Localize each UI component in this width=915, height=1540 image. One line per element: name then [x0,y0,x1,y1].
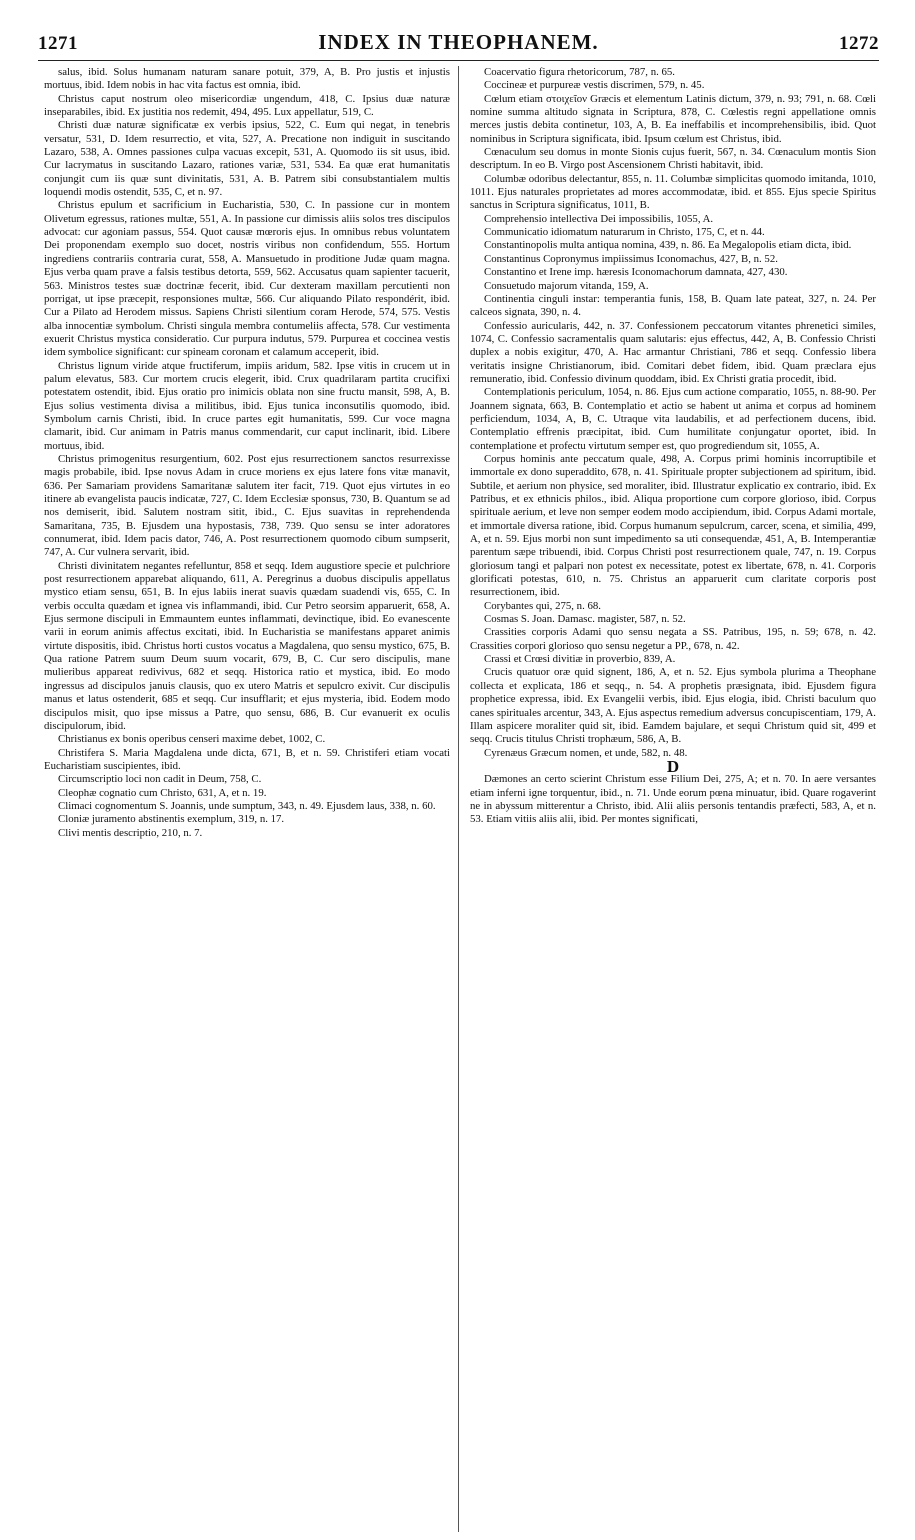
index-entry: Crucis quatuor oræ quid signent, 186, A, et n. 52. Ejus symbola plurima a Theophane collecta et explicata, 186 et seqq., n. 54. A prophetis præsignata, ibid. Ejusdem figura prophetice expressa, ibid. Ex Evangelii verbis, ibid. Ejus elogia, ibid. Christi baculum quo canes spirituales arcentur, 343, A. Ejus aspectus remedium adversus concupiscentiam, 179, A. Illam aspicere moraliter quid sit, ibid. Eamdem bajulare, et sequi Christum quid sit, 499 et seqq. Crucis titulus Christi trophæum, 586, A, B. [470,666,876,746]
index-entry: Circumscriptio loci non cadit in Deum, 758, C. [58,773,262,786]
index-entry: Cyrenæus Græcum nomen, et unde, 582, n. 48. [484,746,688,759]
left-column [44,66,450,1532]
header-rule [38,60,879,61]
left-page-number: 1271 [38,33,78,54]
index-entry: Coacervatio figura rhetoricorum, 787, n. 65. [484,66,675,78]
index-entry: Christifera S. Maria Magdalena unde dicta, 671, B, et n. 59. Christiferi etiam vocati Eucharistiam suscipientes, ibid. [44,746,450,772]
index-entry: Corybantes qui, 275, n. 68. [484,599,601,612]
index-entry: Crassi et Crœsi divitiæ in proverbio, 839, A. [484,653,676,666]
index-entry: Contemplationis periculum, 1054, n. 86. Ejus cum actione comparatio, 1055, n. 88-90. Per Joannem signata, 663, B. Contemplatio et actio se habent ut anima et corpus ad hominem perficiendum, 1034, A, B, C. Utraque vita laudabilis, et ad perfectionem ducens, ibid. Contemplatio effrenis præcipitat, ibid. Cum humilitate conjungatur oportet, ibid. In contemplatione et profectu virtutum semper est, quo progrediendum sit, 1055, A. [470,386,876,452]
index-entry: Climaci cognomentum S. Joannis, unde sumptum, 343, n. 49. Ejusdem laus, 338, n. 60. [58,799,436,812]
index-entry: Corpus hominis ante peccatum quale, 498, A. Corpus primi hominis incorruptibile et immortale ex dono superaddito, 678, n. 41. Spirituale propter subjectionem ad spiritum, ibid. Subtile, et aerium non physice, sed moraliter, ibid. Illustratur explicatio ex contrario, ibid. Ex Patribus, et ex ethnicis philos., ibid. Aliqua proportione cum corpore glorioso, ibid. Corpus spirituale aerium, et leve non semper eodem modo accipiendum, ibid. Corpus Adami mortale, et immortale diversa ratione, ibid. Corpus humanum sepulcrum, carcer, scena, et similia, 499, A, et n. 59. Ejus morbi non sunt impedimento sa uti consequendæ, 451, A, B. Intemperantiæ parentum sæpe tribuendi, ibid. Corpus Christi post resurrectionem quale, 747, n. 19. Corpus gloriosum tangi et palpari non potest ex necessitate, potest ex libertate, 678, n. 41. Corporis glorificati potestas, 610, n. 75. Christus an apparuerit cum claritate corporis post resurrectionem, ibid. [470,452,876,599]
index-entry: Clivi mentis descriptio, 210, n. 7. [58,826,203,839]
index-entry: Continentia cinguli instar: temperantia funis, 158, B. Quam late pateat, 327, n. 24. Per calceos signata, 390, n. 4. [470,292,876,319]
page-title: INDEX IN THEOPHANEM. [318,30,599,54]
index-entry: Christi divinitatem negantes refelluntur, 858 et seqq. Idem augustiore specie et pulchriore post resurrectionem apparebat aliquando, 611, A. Peregrinus a duobus discipulis appellatus mystico etiam sensu, 651, B. In ejus labiis inerat suavis quædam suadendi vis, 655, C. In verbis occulta quædam et ignea vis inflammandi, ibid. Cur Petro seorsim apparuerit, 658, A. Ejus sermone discipuli in Emmauntem euntes inflammati, devinctique, ibid. Eo evanescente varii in eorum animis affectus excitati, ibid. In Eucharistia se manifestans apparet animis virtute dispositis, ibid. Christus horti custos vocatus a Magdalena, quo sensu mystico, 675, B. Qua ratione Patrem suum Deum suum vocarit, 679, B, C. Cur sero discipulis, mane mulieribus appareat redivivus, 682 et seqq. Historica ratio et mystica, ibid. Eo modo ingressus ad discipulos januis clausis, quo ex utero Matris et sepulcro exivit. Cur discipulis manus et latus ostenderit, 685 et seqq. Cur insufflarit; et ejus mysteria, ibid. Eodem modo discipulos misit, quo ipse missus a Patre, quo sensu, 686, B. Cur evanuerit ex oculis discipulorum, ibid. [44,559,450,732]
index-entry: Comprehensio intellectiva Dei impossibilis, 1055, A. [484,212,714,225]
index-entry: Christianus ex bonis operibus censeri maxime debet, 1002, C. [58,733,326,746]
index-entry: Coccineæ et purpureæ vestis discrimen, 579, n. 45. [484,79,705,92]
index-entry: salus, ibid. Solus humanam naturam sanare potuit, 379, A, B. Pro justis et injustis mortuus, ibid. Idem nobis in hac vita factus est omnia, ibid. [44,66,450,92]
page-header [38,30,879,60]
index-entry: Cœlum etiam στοιχεῖον Græcis et elementum Latinis dictum, 379, n. 93; 791, n. 68. Cœli nomine summa altitudo signata in Scriptura, 878, C. Cœlestis regni appellatione omnis merces justis debita continetur, 103, A, B. Ea ineffabilis et incomprehensibilis, ibid. Quot nominibus in Scriptura significata, ibid. Ipsum cœlum est Christus, ibid. [470,92,876,145]
index-entry: Crassities corporis Adami quo sensu negata a SS. Patribus, 195, n. 59; 678, n. 42. Crassities corpori glorioso quo sensu negetur a PP., 678, n. 42. [470,626,876,652]
index-entry: Communicatio idiomatum naturarum in Christo, 175, C, et n. 44. [484,226,765,239]
index-entry: Christus lignum viride atque fructiferum, impiis aridum, 582. Ipse vitis in crucem ut in palum elevatus, 583. Cur mortem crucis elegerit, ibid. Crux quadrilaram partita crucifixi potestatem ostendit, ibid. Ejus oratio pro inimicis oblata non sine fructu mansit, 598, A, B. Ejus solius vestimenta divisa a militibus, ibid. Ejus tunica inconsutilis quomodo, ibid. Symbolum carnis Christi, ibid. In cruce partes egit humanitatis, 599. Cur voce magna clamarit, ibid. Cur animam in Patris manus commendarit, cur caput inclinarit, ibid. Libere mortuus, ibid. [44,359,450,452]
right-column [470,66,876,1532]
index-entry: Cosmas S. Joan. Damasc. magister, 587, n. 52. [484,613,686,626]
right-page-number: 1272 [838,33,879,54]
column-divider [458,66,459,1532]
index-entry: Confessio auricularis, 442, n. 37. Confessionem peccatorum vitantes phrenetici similes, 1074, C. Confessio sacramentalis quam salutaris: ejus effectus, 442, A, B. Confessio Christi duplex a nobis exigitur, 470, A. Hac armantur Christiani, 786 et seqq. Confessio libera veritatis insigne Christianorum, ibid. Comitari debet fidem, ibid. Quam præclara ejus remuneratio, ibid. Confessio divinum quoddam, ibid. Ex Christi gratia procedit, ibid. [470,319,876,385]
section-letter: D [666,756,680,776]
index-entry: Cœnaculum seu domus in monte Sionis cujus fuerit, 567, n. 34. Cœnaculum montis Sion descriptum. In eo B. Virgo post Ascensionem Christi habitavit, ibid. [470,146,876,172]
index-entry: Christus epulum et sacrificium in Eucharistia, 530, C. In passione cur in montem Olivetum egressus, rationes multæ, 551, A. In passione cur dimissis aliis solos tres discipulos advocat: cur agoniam passus, 554. Quot causæ mœroris ejus. In omnibus rebus voluntatem Dei proponendam exemplo suo docet, nostris viribus non confidendum, 555. Hortum ingrediens contrariis contraria curat, 558, A. Mansuetudo in proditione Judæ quam magna. Ejus verba quam prave a falsis testibus detorta, 559, 562. Accusatus quam sapienter tacuerit, 563. Ministros testes suæ doctrinæ fecerit, ibid. Cur dexteram maxillam percutienti non porrigat, ut ipse præcepit, responsiones multæ, 566. Cur aliquando Pilato respondérit, ibid. Cur a Pilato ad Herodem missus. Sapiens Christi silentium coram Herode, 574, 575. Vestis alba innocentiæ symbolum. Christi singula membra contumeliis affecta, 578. Cur vestimenta exuerit Christus mystica consideratio. Cur purpura indutus, 579. Purpurea et coccinea vestis idem symbolice significant: cur spineam coronam et calamum acceperit, ibid. [44,199,450,359]
index-entry: Christi duæ naturæ significatæ ex verbis ipsius, 522, C. Eum qui negat, in tenebris versatur, 531, D. Idem resurrectio, et vita, 527, A. Precatione non indiguit in suscitando Lazaro, 538, A. Omnes passiones culpa vacuas excepit, 531, A. Quomodo iis sit usus, ibid. Cur lacrymatus in suscitando Lazaro, rationes variæ, 531, 534. Ea quæ erat humanitatis conjungit cum iis quæ sunt divinitatis, 531, A. B. Patrem sibi consubstantialem multis loquendi modis ostendit, 535, C, et n. 97. [44,119,450,199]
index-entry: Cleophæ cognatio cum Christo, 631, A, et n. 19. [58,786,267,799]
index-entry: Christus primogenitus resurgentium, 602. Post ejus resurrectionem sanctos resurrexisse magis probabile, ibid. Ipse novus Adam in cruce moriens ex ejus latere fons vitæ manavit, 636. Per Samariam providens Samaritanæ salutem iter facit, 719. Quot ejus virtutes in eo itinere ab evangelista paucis indicatæ, 727, C. Idem Ecclesiæ sponsus, 730, B. Quantum se ad nos demiserit, ibid. Salutem nostram sitit, ibid., C. Ejus suavitas in reprehendenda Samaritana, 735, B. Ejusdem una hypostasis, 738, 739. Quo sensu se inter adoratores connumerat, ibid. Idem pacis dator, 746, A. Post resurrectionem quomodo cibum sumpserit, 747, A. Cur vulnera servarit, ibid. [44,452,450,559]
index-entry: Columbæ odoribus delectantur, 855, n. 11. Columbæ simplicitas quomodo imitanda, 1010, 1011. Ejus naturales proprietates ad mores accommodatæ, ibid. et 855. Ejus specie Spiritus sanctus in Scriptura significatus, 1011, B. [470,172,876,212]
index-entry: Consuetudo majorum vitanda, 159, A. [484,279,649,292]
index-entry: Constantinopolis multa antiqua nomina, 439, n. 86. Ea Megalopolis etiam dicta, ibid. [484,239,852,252]
right-column-entries [470,66,876,760]
index-entry: Constantino et Irene imp. hæresis Iconomachorum damnata, 427, 430. [484,266,788,279]
index-entry: Cloniæ juramento abstinentis exemplum, 319, n. 17. [58,813,285,826]
index-entry: Dæmones an certo scierint Christum esse Filium Dei, 275, A; et n. 70. In aere versantes etiam inferni igne torquentur, ibid., n. 71. Unde eorum pœna minuatur, ibid. Quare rogaverint ne in abyssum mitterentur a Christo, ibid. Alii aliis personis tentandis præfecti, 583, A, et n. 53. Etiam vitiis aliis alii, ibid. Per montes significati, [470,773,876,826]
right-column-entries-d [470,773,876,826]
index-entry: Constantinus Copronymus impiissimus Iconomachus, 427, B, n. 52. [484,252,778,265]
index-entry: Christus caput nostrum oleo misericordiæ ungendum, 418, C. Ipsius duæ naturæ inseparabiles, ibid. Ex justitia nos redemit, 494, 495. Lux appellatur, 519, C. [44,92,450,119]
